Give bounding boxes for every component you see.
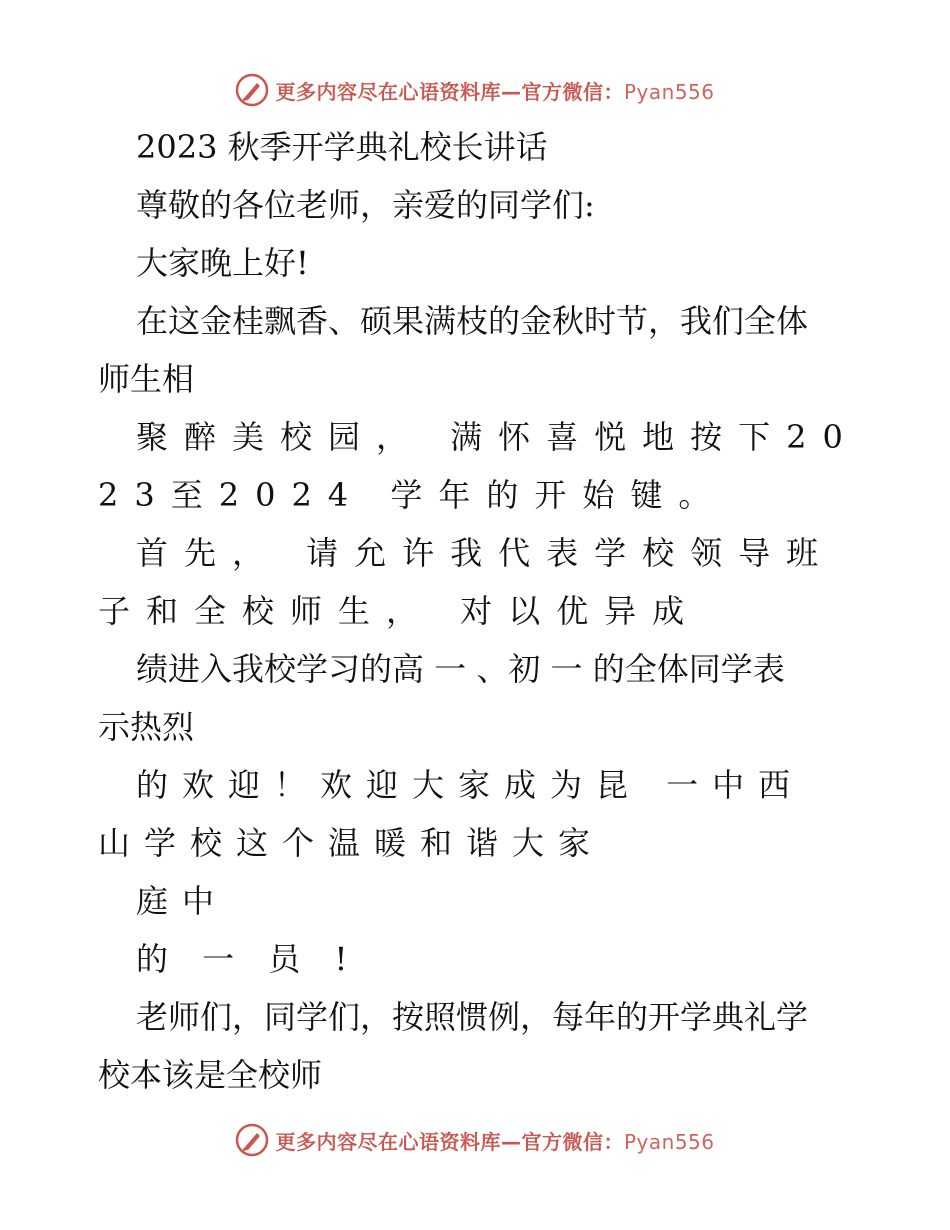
paragraph-line: 庭中 xyxy=(136,882,229,920)
paragraph-line: 的 一 员 ! xyxy=(136,940,360,978)
paragraph-line: 师生相 xyxy=(98,360,195,398)
paragraph-line: 首先， 请允许我代表学校领导班 xyxy=(136,534,835,572)
watermark-text: 更多内容尽在心语资料库—官方微信：Pyan556 xyxy=(275,79,715,104)
watermark-text: 更多内容尽在心语资料库—官方微信：Pyan556 xyxy=(275,1129,715,1154)
paragraph-line: 子和全校师生， 对以优异成 xyxy=(98,592,701,630)
document-body xyxy=(98,118,858,1104)
paragraph-line: 山学校这个温暖和谐大家 xyxy=(98,824,605,862)
salutation: 尊敬的各位老师，亲爱的同学们: xyxy=(136,186,595,224)
paragraph-line: 校本该是全校师 xyxy=(98,1056,323,1094)
pen-logo-icon xyxy=(235,73,269,107)
greeting: 大家晚上好! xyxy=(136,244,309,282)
paragraph-line: 在这金桂飘香、硕果满枝的金秋时节，我们全体 xyxy=(136,302,809,340)
paragraph-line: 示热烈 xyxy=(98,708,195,746)
paragraph-line: 的欢迎！欢迎大家成为昆 一中西 xyxy=(136,766,805,804)
paragraph-line: 绩进入我校学习的高 一 、初 一 的全体同学表 xyxy=(136,650,785,688)
footer-watermark xyxy=(0,1120,950,1160)
paragraph-line: 老师们，同学们，按照惯例，每年的开学典礼学 xyxy=(136,998,809,1036)
paragraph-line: 23至2024 学年的开始键。 xyxy=(98,476,727,514)
pen-logo-icon xyxy=(235,1123,269,1157)
header-watermark xyxy=(0,70,950,110)
paragraph-line: 聚醉美校园， 满怀喜悦地按下20 xyxy=(136,418,859,456)
document-title: 2023 秋季开学典礼校长讲话 xyxy=(136,128,548,166)
